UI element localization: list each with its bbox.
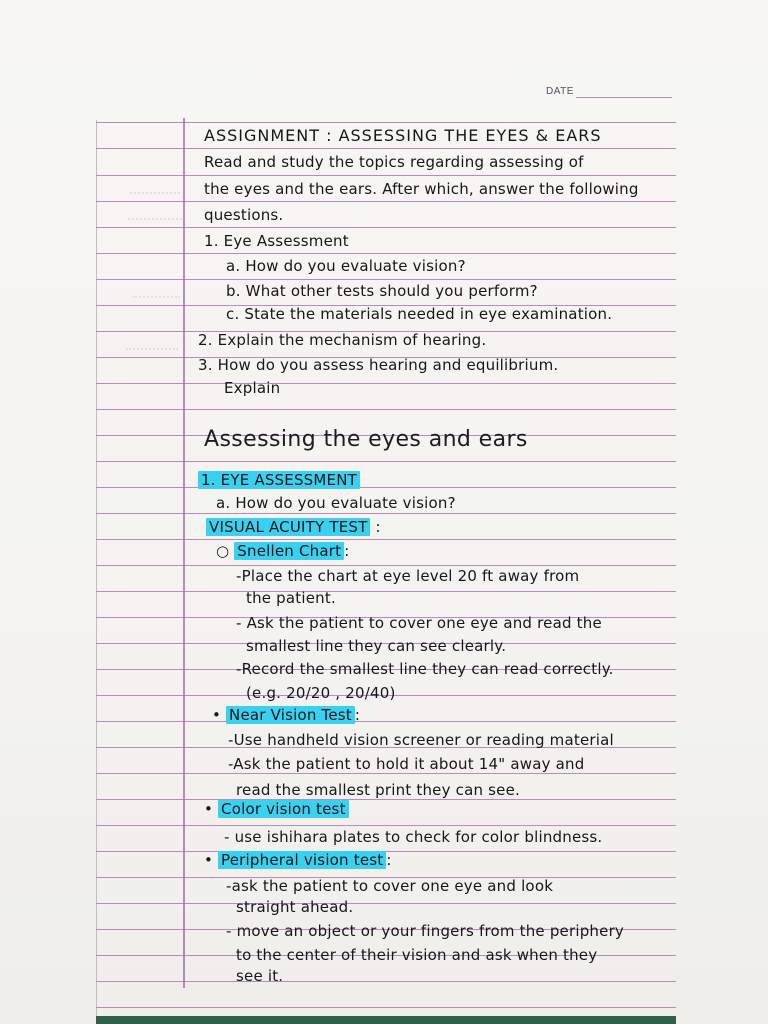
note-line: -Place the chart at eye level 20 ft away from	[236, 567, 580, 585]
note-line: -Ask the patient to hold it about 14" away and	[228, 755, 585, 773]
bullet-icon: •	[212, 706, 227, 724]
note-line: straight ahead.	[236, 898, 354, 916]
question-item: Explain	[224, 379, 281, 397]
question-item: c. State the materials needed in eye examination.	[226, 305, 613, 323]
highlight: VISUAL ACUITY TEST	[206, 518, 370, 536]
assignment-text: Read and study the topics regarding assessing of	[204, 153, 584, 171]
note-line: the patient.	[246, 589, 336, 607]
note-line: a. How do you evaluate vision?	[216, 494, 456, 512]
question-item: 2. Explain the mechanism of hearing.	[198, 331, 487, 349]
colon: :	[344, 542, 350, 560]
ruled-line	[96, 1007, 676, 1008]
date-label: DATE	[546, 86, 574, 97]
notes-title: Assessing the eyes and ears	[204, 427, 528, 452]
note-line: - Ask the patient to cover one eye and read the	[236, 614, 602, 632]
note-line: -Use handheld vision screener or reading material	[228, 731, 614, 749]
bleed-through-mark	[130, 182, 180, 194]
note-line: -ask the patient to cover one eye and look	[226, 877, 554, 895]
page-bottom-edge	[96, 1016, 676, 1024]
bullet-icon: ○	[216, 542, 235, 560]
note-line: read the smallest print they can see.	[236, 781, 521, 799]
bullet-heading	[204, 851, 392, 869]
subsection-heading	[206, 518, 381, 536]
bullet-icon: •	[204, 851, 219, 869]
date-line	[576, 97, 672, 98]
assignment-title: ASSIGNMENT : ASSESSING THE EYES & EARS	[204, 126, 602, 145]
note-line: to the center of their vision and ask when they	[236, 946, 598, 964]
bullet-icon: •	[204, 800, 219, 818]
question-item: 3. How do you assess hearing and equilibrium.	[198, 356, 559, 374]
assignment-text: questions.	[204, 206, 284, 224]
bleed-through-mark	[128, 208, 182, 220]
highlight: Peripheral vision test	[218, 851, 386, 869]
highlight: Near Vision Test	[226, 706, 355, 724]
highlight: Color vision test	[218, 800, 349, 818]
note-line: see it.	[236, 967, 284, 985]
note-line: - move an object or your fingers from the periphery	[226, 922, 625, 940]
note-line: (e.g. 20/20 , 20/40)	[246, 684, 396, 702]
colon: :	[375, 518, 381, 536]
bullet-heading	[204, 800, 349, 818]
bullet-heading	[216, 542, 349, 560]
note-line: -Record the smallest line they can read correctly.	[236, 660, 614, 678]
highlight: 1. EYE ASSESSMENT	[198, 471, 360, 489]
bleed-through-mark	[132, 286, 180, 298]
question-item: b. What other tests should you perform?	[226, 282, 538, 300]
assignment-text: the eyes and the ears. After which, answer the following	[204, 180, 639, 198]
question-item: a. How do you evaluate vision?	[226, 257, 466, 275]
section-heading	[198, 471, 360, 489]
colon: :	[354, 706, 361, 724]
margin-line	[183, 118, 185, 988]
note-line: smallest line they can see clearly.	[246, 637, 507, 655]
colon: :	[386, 851, 392, 869]
note-line: - use ishihara plates to check for color blindness.	[224, 828, 603, 846]
bullet-heading	[212, 706, 360, 724]
page-edge	[96, 120, 97, 1024]
question-item: 1. Eye Assessment	[204, 232, 349, 250]
bleed-through-mark	[126, 338, 178, 350]
highlight: Snellen Chart	[234, 542, 344, 560]
